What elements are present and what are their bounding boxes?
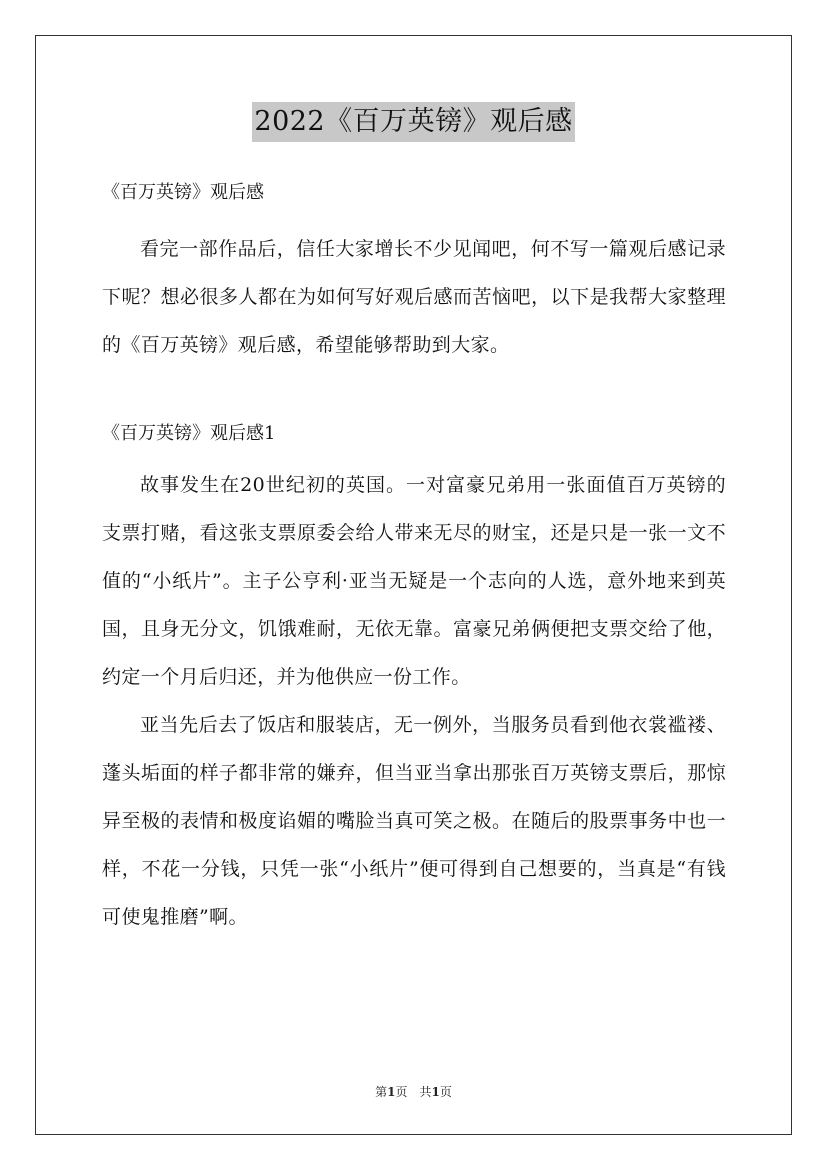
spacer bbox=[102, 369, 726, 413]
intro-heading: 《百万英镑》观后感 bbox=[102, 182, 264, 203]
footer-mid: 页 共 bbox=[395, 1085, 432, 1099]
footer-suffix: 页 bbox=[439, 1085, 452, 1099]
footer-current-page: 1 bbox=[387, 1085, 396, 1099]
spacer bbox=[102, 214, 726, 225]
body-paragraph-2: 亚当先后去了饭店和服装店，无一例外，当服务员看到他衣裳褴褛、蓬头垢面的样子都非常的嫌弃，但当亚当拿出那张百万英镑支票后，那惊异至极的表情和极度谄媚的嘴脸当真可笑之极。在随后的股票事务中也一样，不花一分钱，只凭一张“小纸片”便可得到自己想要的，当真是“有钱可使鬼推磨”啊。 bbox=[102, 714, 726, 928]
document-body bbox=[102, 172, 726, 941]
page-footer bbox=[0, 1084, 827, 1100]
document-title: 2022《百万英镑》观后感 bbox=[252, 102, 574, 142]
title-container bbox=[0, 102, 827, 142]
footer-total-pages: 1 bbox=[431, 1085, 440, 1099]
intro-paragraph: 看完一部作品后，信任大家增长不少见闻吧，何不写一篇观后感记录下呢？想必很多人都在为如何写好观后感而苦恼吧，以下是我帮大家整理的《百万英镑》观后感，希望能够帮助到大家。 bbox=[102, 238, 726, 356]
body-paragraph-1: 故事发生在20世纪初的英国。一对富豪兄弟用一张面值百万英镑的支票打赌，看这张支票原委会给人带来无尽的财宝，还是只是一张一文不值的“小纸片”。主子公亨利·亚当无疑是一个志向的人选，意外地来到英国，且身无分文，饥饿难耐，无依无靠。富豪兄弟俩便把支票交给了他，约定一个月后归还，并为他供应一份工作。 bbox=[102, 474, 726, 688]
footer-prefix: 第 bbox=[375, 1085, 388, 1099]
section-heading: 《百万英镑》观后感1 bbox=[102, 423, 276, 444]
